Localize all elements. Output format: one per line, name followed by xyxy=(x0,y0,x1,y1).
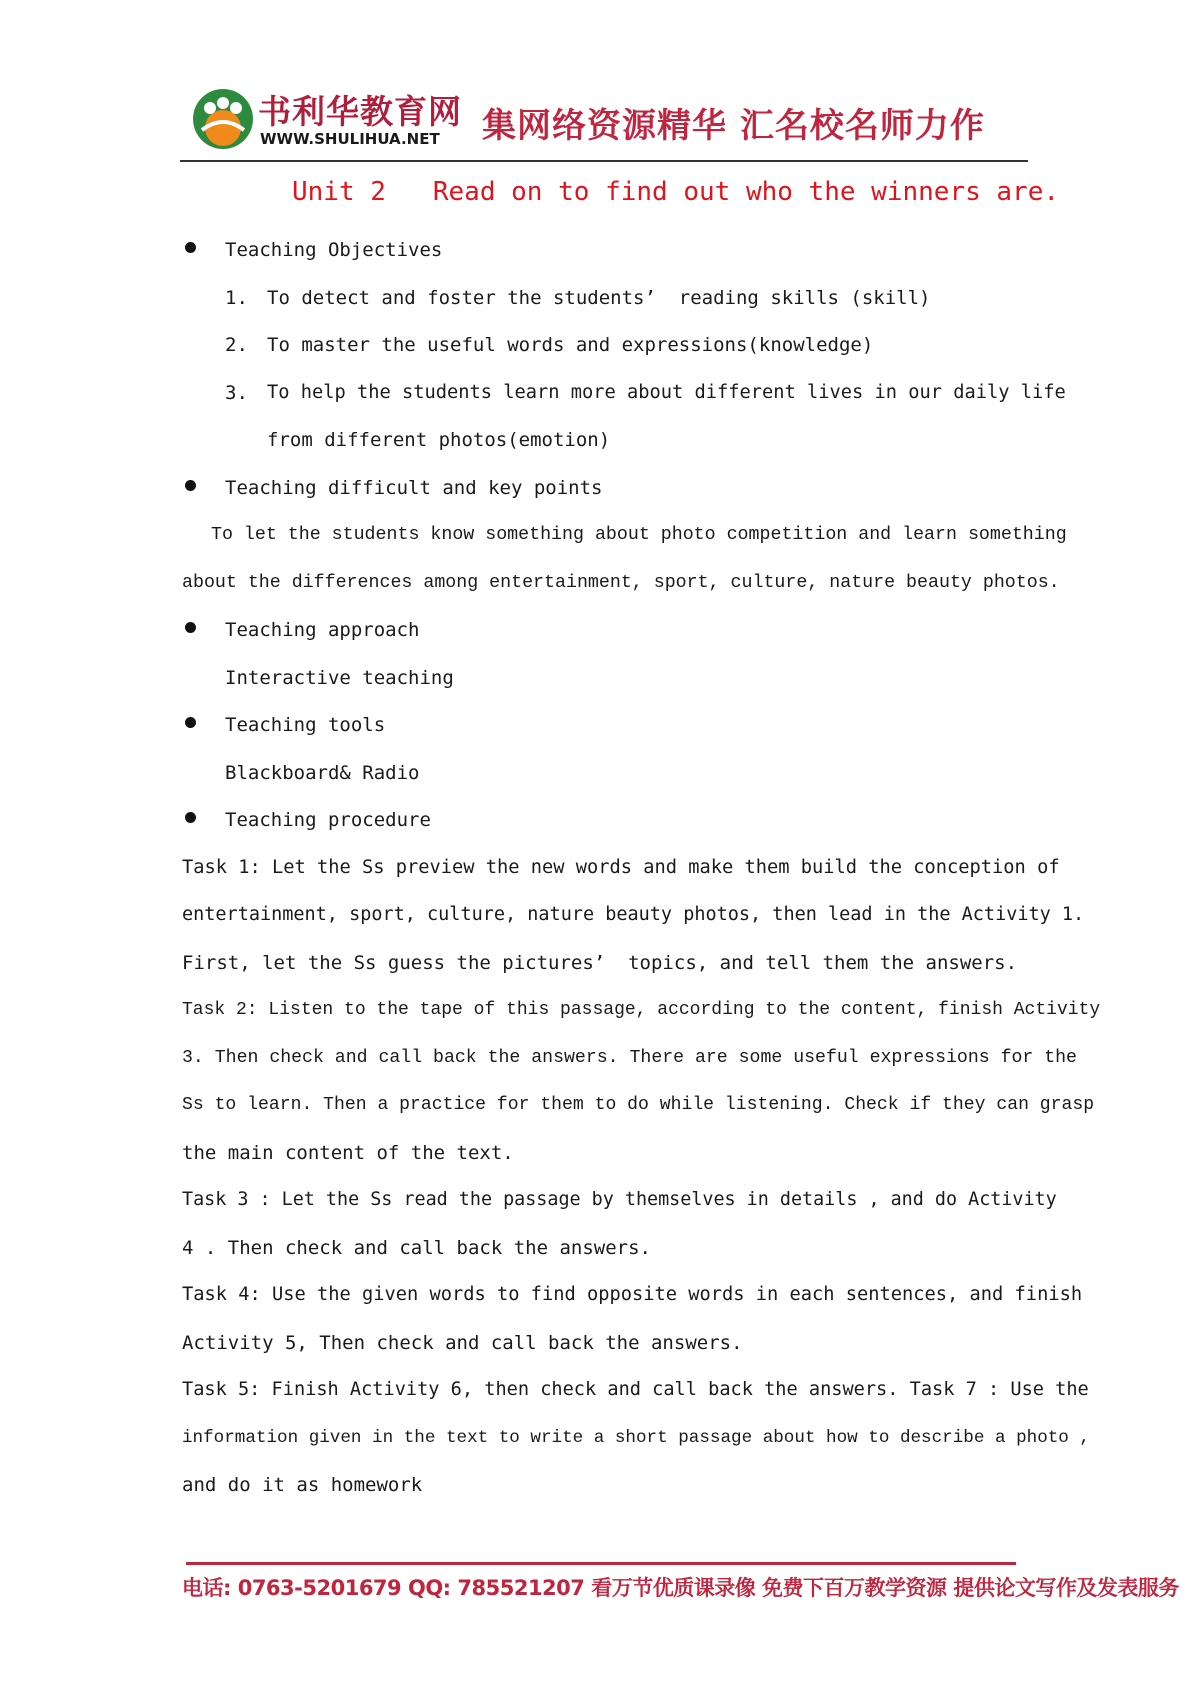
procedure-line: and do it as homework xyxy=(182,1474,423,1496)
approach-text: Interactive teaching xyxy=(225,667,454,689)
bullet-icon xyxy=(185,717,196,728)
objective-number: 2. xyxy=(225,334,248,356)
procedure-line: Activity 5, Then check and call back the answers. xyxy=(182,1332,743,1354)
page-title: Unit 2 Read on to find out who the winners are. xyxy=(292,177,1060,207)
approach-heading: Teaching approach xyxy=(225,619,420,641)
bullet-icon xyxy=(185,812,196,823)
procedure-line: First, let the Ss guess the pictures’ topics, and tell them the answers. xyxy=(182,952,1018,974)
difficult-heading: Teaching difficult and key points xyxy=(225,477,603,499)
procedure-line: the main content of the text. xyxy=(182,1142,514,1164)
logo-icon xyxy=(192,88,254,150)
logo-name: 书利华教育网 xyxy=(258,92,462,131)
header-divider xyxy=(180,160,1028,162)
header-slogan: 集网络资源精华 汇名校名师力作 xyxy=(482,106,985,146)
tools-text: Blackboard& Radio xyxy=(225,762,420,784)
objective-text: To master the useful words and expressions(knowledge) xyxy=(267,334,874,356)
procedure-line: 4 . Then check and call back the answers. xyxy=(182,1237,651,1259)
procedure-line: Task 4: Use the given words to find opposite words in each sentences, and finish xyxy=(182,1284,1083,1305)
objective-number: 1. xyxy=(225,287,248,309)
objective-number: 3. xyxy=(225,382,248,404)
objective-text: To detect and foster the students’ reading skills (skill) xyxy=(267,287,931,309)
procedure-line: entertainment, sport, culture, nature beauty photos, then lead in the Activity 1. xyxy=(182,904,1085,925)
bullet-icon xyxy=(185,480,196,491)
header-banner xyxy=(182,86,1020,156)
bullet-icon xyxy=(185,242,196,253)
bullet-icon xyxy=(185,622,196,633)
objective-text: from different photos(emotion) xyxy=(267,429,611,451)
logo-url: WWW.SHULIHUA.NET xyxy=(260,130,440,148)
footer-divider xyxy=(186,1562,1016,1565)
procedure-line: information given in the text to write a short passage about how to describe a photo , xyxy=(182,1428,1090,1448)
procedure-heading: Teaching procedure xyxy=(225,809,431,831)
procedure-line: Task 1: Let the Ss preview the new words and make them build the conception of xyxy=(182,857,1060,878)
tools-heading: Teaching tools xyxy=(225,714,386,736)
procedure-line: Ss to learn. Then a practice for them to do while listening. Check if they can grasp xyxy=(182,1095,1095,1115)
objectives-heading: Teaching Objectives xyxy=(225,239,443,261)
procedure-line: Task 2: Listen to the tape of this passage, according to the content, finish Activity xyxy=(182,1000,1101,1020)
footer-contact: 电话: 0763-5201679 QQ: 785521207 看万节优质课录像 免费下百万教学资源 提供论文写作及发表服务 xyxy=(182,1576,1179,1600)
procedure-line: Task 5: Finish Activity 6, then check and call back the answers. Task 7 : Use the xyxy=(182,1379,1089,1400)
objective-text: To help the students learn more about different lives in our daily life xyxy=(267,382,1066,403)
procedure-line: Task 3 : Let the Ss read the passage by themselves in details , and do Activity xyxy=(182,1189,1057,1210)
difficult-text-line: about the differences among entertainment, sport, culture, nature beauty photos. xyxy=(182,573,1060,593)
difficult-text-line: To let the students know something about photo competition and learn something xyxy=(200,525,1067,545)
procedure-line: 3. Then check and call back the answers. There are some useful expressions for the xyxy=(182,1048,1077,1068)
